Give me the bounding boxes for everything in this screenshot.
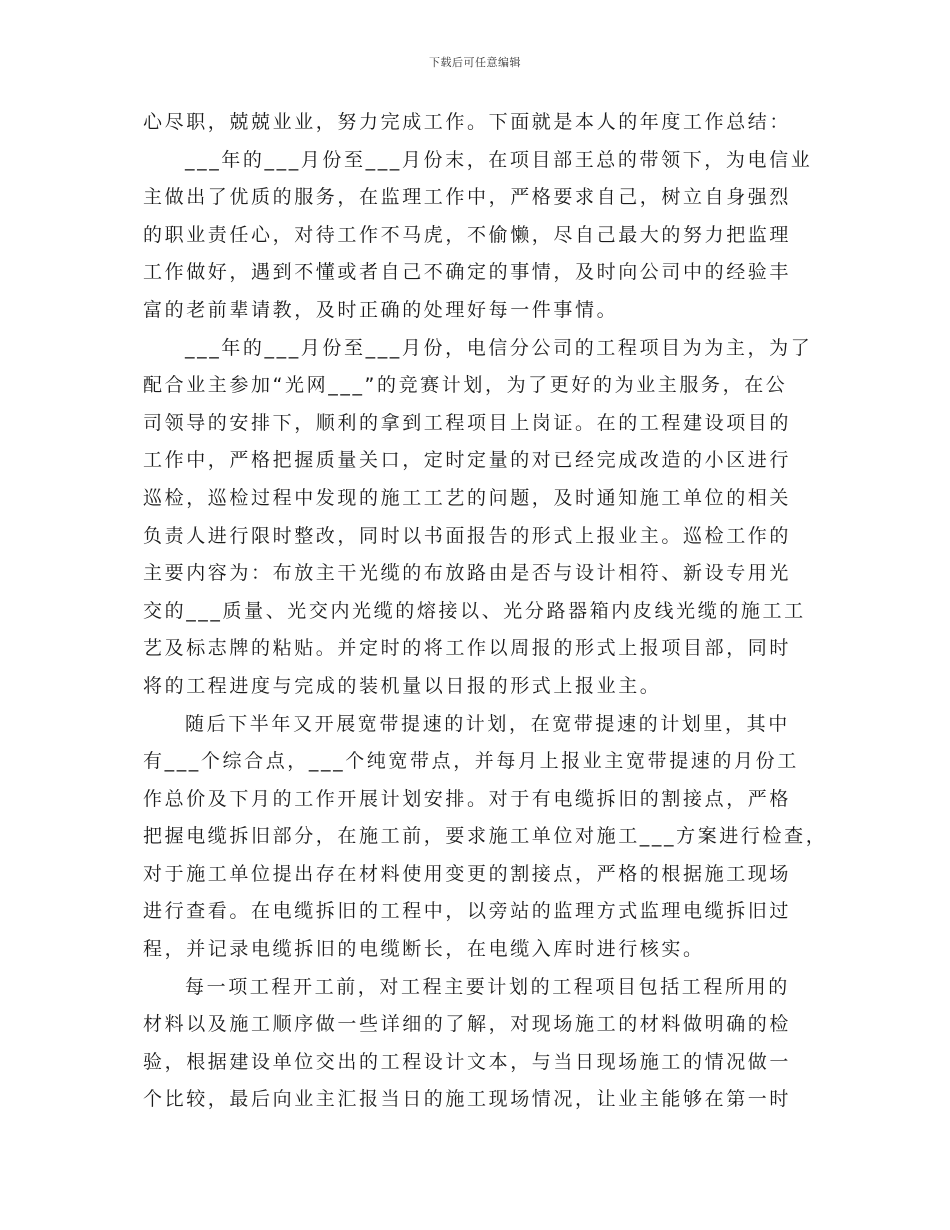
text-line: 材料以及施工顺序做一些详细的了解，对现场施工的材料做明确的检 — [143, 1013, 792, 1036]
text-line: 有___个综合点，___个纯宽带点，并每月上报业主宽带提速的月份工 — [143, 750, 799, 773]
text-line: 工作做好，遇到不懂或者自己不确定的事情，及时向公司中的经验丰 — [143, 261, 792, 284]
text-line: 进行查看。在电缆拆旧的工程中，以旁站的监理方式监理电缆拆旧过 — [143, 900, 792, 923]
text-line: 将的工程进度与完成的装机量以日报的形式上报业主。 — [143, 674, 662, 697]
text-line: 艺及标志牌的粘贴。并定时的将工作以周报的形式上报项目部，同时 — [143, 637, 792, 660]
page-header: 下载后可任意编辑 — [429, 56, 521, 69]
text-line: 对于施工单位提出存在材料使用变更的割接点，严格的根据施工现场 — [143, 862, 792, 885]
text-line: 配合业主参加“光网___”的竞赛计划，为了更好的为业主服务，在公 — [143, 374, 788, 397]
text-line: 负责人进行限时整改，同时以书面报告的形式上报业主。巡检工作的 — [143, 524, 792, 547]
text-line: 巡检，巡检过程中发现的施工工艺的问题，及时通知施工单位的相关 — [143, 486, 792, 509]
text-line: 的职业责任心，对待工作不马虎，不偷懒，尽自己最大的努力把监理 — [143, 223, 792, 246]
text-line: 主要内容为：布放主干光缆的布放路由是否与设计相符、新设专用光 — [143, 562, 792, 585]
text-line: 把握电缆拆旧部分，在施工前，要求施工单位对施工___方案进行检查， — [143, 825, 828, 848]
text-line: 交的___质量、光交内光缆的熔接以、光分路器箱内皮线光缆的施工工 — [143, 599, 806, 622]
text-line: 验，根据建设单位交出的工程设计文本，与当日现场施工的情况做一 — [143, 1050, 792, 1073]
text-line: 程，并记录电缆拆旧的电缆断长，在电缆入库时进行核实。 — [143, 938, 705, 961]
paragraph-start-line: 随后下半年又开展宽带提速的计划，在宽带提速的计划里，其中 — [185, 712, 790, 735]
paragraph-start-line: ___年的___月份至___月份末，在项目部王总的带领下，为电信业 — [185, 148, 813, 171]
text-line: 心尽职，兢兢业业，努力完成工作。下面就是本人的年度工作总结： — [143, 111, 792, 133]
paragraph-start-line: ___年的___月份至___月份，电信分公司的工程项目为为主，为了 — [185, 336, 813, 359]
document-body — [143, 104, 828, 1119]
text-line: 司领导的安排下，顺利的拿到工程项目上岗证。在的工程建设项目的 — [143, 411, 792, 434]
paragraph-start-line: 每一项工程开工前，对工程主要计划的工程项目包括工程所用的 — [185, 975, 790, 998]
text-line: 个比较，最后向业主汇报当日的施工现场情况，让业主能够在第一时 — [143, 1088, 792, 1111]
text-line: 富的老前辈请教，及时正确的处理好每一件事情。 — [143, 298, 619, 321]
text-line: 工作中，严格把握质量关口，定时定量的对已经完成改造的小区进行 — [143, 449, 792, 472]
text-line: 主做出了优质的服务，在监理工作中，严格要求自己，树立自身强烈 — [143, 186, 792, 209]
text-line: 作总价及下月的工作开展计划安排。对于有电缆拆旧的割接点，严格 — [143, 787, 792, 810]
